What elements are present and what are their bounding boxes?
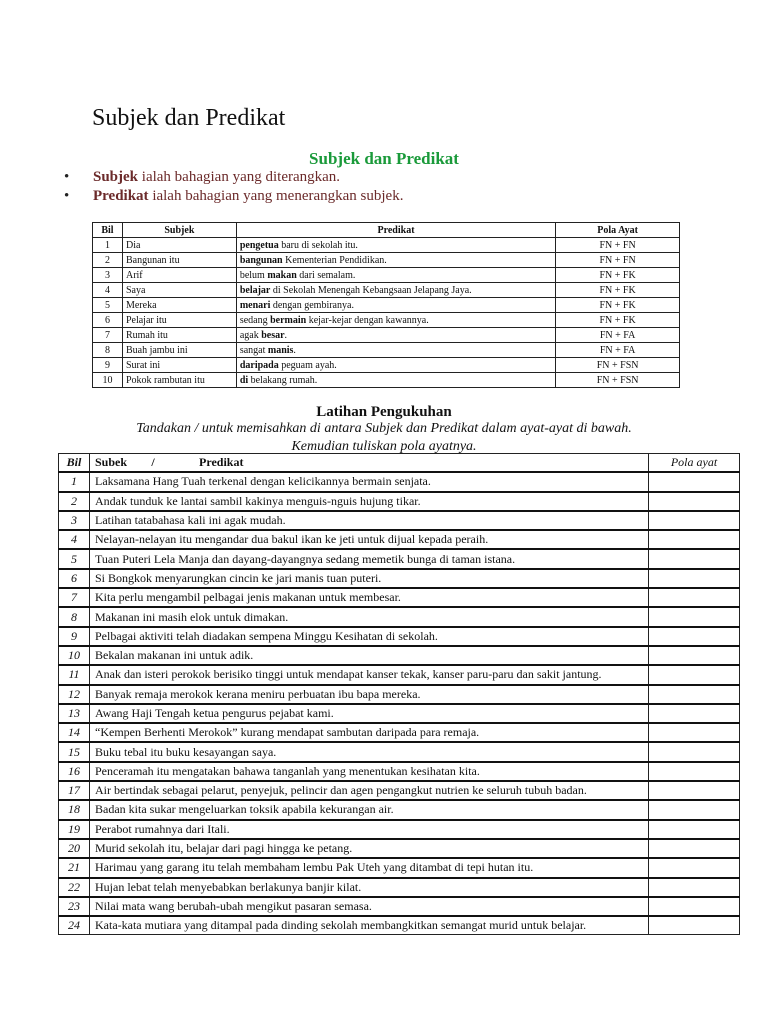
cell-subjek: Buah jambu ini bbox=[122, 343, 236, 358]
table-row bbox=[93, 343, 680, 358]
cell-bil: 10 bbox=[93, 373, 123, 388]
cell-pola-ayat: FN + FSN bbox=[556, 373, 680, 388]
cell-bil: 3 bbox=[59, 511, 90, 530]
cell-pola-ayat[interactable] bbox=[649, 646, 740, 665]
cell-sentence: Si Bongkok menyarungkan cincin ke jari manis tuan puteri. bbox=[90, 569, 649, 588]
cell-bil: 4 bbox=[93, 283, 123, 298]
predikat-head: besar bbox=[261, 329, 285, 341]
cell-bil: 4 bbox=[59, 530, 90, 549]
predikat-head: daripada bbox=[239, 359, 279, 371]
cell-pola-ayat[interactable] bbox=[649, 858, 740, 877]
cell-pola-ayat[interactable] bbox=[649, 800, 740, 819]
predikat-pre: belum bbox=[239, 269, 268, 281]
cell-sentence: Penceramah itu mengatakan bahawa tanganlah yang menentukan kesihatan kita. bbox=[90, 762, 649, 781]
cell-pola-ayat[interactable] bbox=[649, 762, 740, 781]
page-title: Subjek dan Predikat bbox=[92, 105, 286, 131]
predikat-head: pengetua bbox=[239, 239, 279, 251]
cell-bil: 12 bbox=[59, 685, 90, 704]
cell-pola-ayat[interactable] bbox=[649, 897, 740, 916]
cell-bil: 2 bbox=[93, 253, 123, 268]
cell-subjek: Pokok rambutan itu bbox=[122, 373, 236, 388]
exercise-row bbox=[59, 858, 740, 877]
cell-sentence: Anak dan isteri perokok berisiko tinggi untuk mendapat kanser tekak, kanser paru-paru dan sakit jantung. bbox=[90, 665, 649, 684]
cell-sentence: Pelbagai aktiviti telah diadakan sempena Minggu Kesihatan di sekolah. bbox=[90, 627, 649, 646]
instruction-line: Tandakan / untuk memisahkan di antara Subjek dan Predikat dalam ayat-ayat di bawah. bbox=[136, 421, 632, 436]
header-subjek: Subjek bbox=[122, 223, 236, 238]
bullet-icon: • bbox=[64, 169, 70, 185]
cell-subjek: Saya bbox=[122, 283, 236, 298]
predikat-pre: agak bbox=[239, 329, 262, 341]
predikat-post: belakang rumah. bbox=[248, 374, 318, 386]
cell-sentence: Nelayan-nelayan itu mengandar dua bakul ikan ke jeti untuk dijual kepada peraih. bbox=[90, 530, 649, 549]
exercise-row bbox=[59, 723, 740, 742]
cell-bil: 8 bbox=[59, 607, 90, 626]
predikat-post: peguam ayah. bbox=[278, 359, 337, 371]
cell-subjek: Pelajar itu bbox=[122, 313, 236, 328]
cell-pola-ayat: FN + FN bbox=[556, 238, 680, 253]
cell-predikat bbox=[236, 343, 555, 358]
exercise-row bbox=[59, 897, 740, 916]
cell-pola-ayat: FN + FK bbox=[556, 283, 680, 298]
cell-bil: 2 bbox=[59, 492, 90, 511]
cell-pola-ayat: FN + FA bbox=[556, 343, 680, 358]
exercise-row bbox=[59, 839, 740, 858]
predikat-pre: sangat bbox=[239, 344, 268, 356]
cell-predikat bbox=[236, 238, 555, 253]
exercise-row bbox=[59, 627, 740, 646]
cell-bil: 8 bbox=[93, 343, 123, 358]
cell-bil: 10 bbox=[59, 646, 90, 665]
exercise-row bbox=[59, 762, 740, 781]
cell-pola-ayat: FN + FK bbox=[556, 313, 680, 328]
predikat-post: baru di sekolah itu. bbox=[278, 239, 358, 251]
cell-pola-ayat[interactable] bbox=[649, 549, 740, 568]
cell-pola-ayat[interactable] bbox=[649, 781, 740, 800]
exercise-table-body bbox=[59, 472, 740, 935]
cell-sentence: Tuan Puteri Lela Manja dan dayang-dayangnya sedang memetik bunga di taman istana. bbox=[90, 549, 649, 568]
predikat-pre: sedang bbox=[239, 314, 271, 326]
cell-bil: 19 bbox=[59, 820, 90, 839]
predikat-head: di bbox=[239, 374, 249, 386]
cell-bil: 6 bbox=[93, 313, 123, 328]
table-row bbox=[93, 283, 680, 298]
cell-bil: 14 bbox=[59, 723, 90, 742]
cell-pola-ayat[interactable] bbox=[649, 916, 740, 935]
cell-pola-ayat[interactable] bbox=[649, 665, 740, 684]
predikat-head: manis bbox=[267, 344, 294, 356]
cell-sentence: Perabot rumahnya dari Itali. bbox=[90, 820, 649, 839]
definition-item bbox=[64, 187, 403, 206]
cell-sentence: Badan kita sukar mengeluarkan toksik apabila kekurangan air. bbox=[90, 800, 649, 819]
exercise-row bbox=[59, 646, 740, 665]
exercise-row bbox=[59, 530, 740, 549]
cell-bil: 20 bbox=[59, 839, 90, 858]
cell-pola-ayat[interactable] bbox=[649, 627, 740, 646]
table-row bbox=[93, 328, 680, 343]
predikat-head: bangunan bbox=[239, 254, 283, 266]
predikat-head: bermain bbox=[270, 314, 307, 326]
cell-sentence: Makanan ini masih elok untuk dimakan. bbox=[90, 607, 649, 626]
table-row bbox=[93, 253, 680, 268]
cell-pola-ayat[interactable] bbox=[649, 607, 740, 626]
table-row bbox=[93, 238, 680, 253]
cell-sentence: Buku tebal itu buku kesayangan saya. bbox=[90, 742, 649, 761]
cell-bil: 9 bbox=[59, 627, 90, 646]
exercise-row bbox=[59, 492, 740, 511]
header-pola-ayat: Pola Ayat bbox=[556, 223, 680, 238]
cell-bil: 6 bbox=[59, 569, 90, 588]
definition-text: ialah bahagian yang diterangkan. bbox=[138, 169, 341, 185]
exercise-row bbox=[59, 588, 740, 607]
cell-bil: 1 bbox=[59, 472, 90, 491]
cell-sentence: Laksamana Hang Tuah terkenal dengan kelicikannya bermain senjata. bbox=[90, 472, 649, 491]
exercise-row bbox=[59, 916, 740, 935]
cell-pola-ayat[interactable] bbox=[649, 742, 740, 761]
definition-item bbox=[64, 168, 403, 187]
header-bil: Bil bbox=[93, 223, 123, 238]
cell-sentence: Harimau yang garang itu telah membaham lembu Pak Uteh yang ditambat di tepi hutan itu. bbox=[90, 858, 649, 877]
cell-pola-ayat[interactable] bbox=[649, 569, 740, 588]
cell-bil: 7 bbox=[59, 588, 90, 607]
header-bil: Bil bbox=[59, 454, 90, 473]
table-row bbox=[93, 373, 680, 388]
cell-bil: 7 bbox=[93, 328, 123, 343]
cell-bil: 3 bbox=[93, 268, 123, 283]
header-subek: Subek bbox=[95, 455, 128, 470]
predikat-post: dengan gembiranya. bbox=[270, 299, 354, 311]
header-subek-predikat bbox=[90, 454, 649, 473]
cell-sentence: Latihan tatabahasa kali ini agak mudah. bbox=[90, 511, 649, 530]
cell-predikat bbox=[236, 373, 555, 388]
table-row bbox=[93, 358, 680, 373]
latihan-title: Latihan Pengukuhan bbox=[316, 404, 452, 420]
cell-bil: 1 bbox=[93, 238, 123, 253]
cell-bil: 5 bbox=[59, 549, 90, 568]
cell-pola-ayat[interactable] bbox=[649, 511, 740, 530]
cell-pola-ayat[interactable] bbox=[649, 530, 740, 549]
predikat-head: belajar bbox=[239, 284, 271, 296]
exercise-row bbox=[59, 781, 740, 800]
cell-bil: 21 bbox=[59, 858, 90, 877]
cell-bil: 24 bbox=[59, 916, 90, 935]
cell-predikat bbox=[236, 268, 555, 283]
cell-pola-ayat: FN + FSN bbox=[556, 358, 680, 373]
definition-list bbox=[64, 168, 403, 206]
cell-subjek: Bangunan itu bbox=[122, 253, 236, 268]
cell-bil: 11 bbox=[59, 665, 90, 684]
cell-predikat bbox=[236, 298, 555, 313]
exercise-row bbox=[59, 472, 740, 491]
cell-pola-ayat[interactable] bbox=[649, 704, 740, 723]
cell-predikat bbox=[236, 253, 555, 268]
cell-subjek: Rumah itu bbox=[122, 328, 236, 343]
exercise-row bbox=[59, 665, 740, 684]
cell-pola-ayat: FN + FK bbox=[556, 298, 680, 313]
cell-subjek: Dia bbox=[122, 238, 236, 253]
cell-sentence: Bekalan makanan ini untuk adik. bbox=[90, 646, 649, 665]
table-row bbox=[93, 313, 680, 328]
header-predikat: Predikat bbox=[199, 455, 244, 470]
cell-bil: 13 bbox=[59, 704, 90, 723]
exercise-row bbox=[59, 549, 740, 568]
cell-bil: 9 bbox=[93, 358, 123, 373]
definition-text: ialah bahagian yang menerangkan subjek. bbox=[148, 188, 404, 204]
predikat-post: . bbox=[293, 344, 296, 356]
cell-pola-ayat[interactable] bbox=[649, 588, 740, 607]
cell-pola-ayat[interactable] bbox=[649, 685, 740, 704]
exercise-row bbox=[59, 742, 740, 761]
cell-bil: 16 bbox=[59, 762, 90, 781]
exercise-row bbox=[59, 511, 740, 530]
cell-sentence: “Kempen Berhenti Merokok” kurang mendapat sambutan daripada para remaja. bbox=[90, 723, 649, 742]
cell-predikat bbox=[236, 328, 555, 343]
cell-sentence: Kata-kata mutiara yang ditampal pada dinding sekolah membangkitkan semangat murid untuk belajar. bbox=[90, 916, 649, 935]
exercise-row bbox=[59, 800, 740, 819]
cell-bil: 23 bbox=[59, 897, 90, 916]
section-title: Subjek dan Predikat bbox=[309, 149, 459, 168]
exercise-row bbox=[59, 878, 740, 897]
header-predikat: Predikat bbox=[236, 223, 555, 238]
predikat-head: menari bbox=[239, 299, 271, 311]
bullet-icon: • bbox=[64, 188, 70, 204]
cell-sentence: Hujan lebat telah menyebabkan berlakunya banjir kilat. bbox=[90, 878, 649, 897]
cell-pola-ayat: FN + FN bbox=[556, 253, 680, 268]
cell-subjek: Surat ini bbox=[122, 358, 236, 373]
cell-predikat bbox=[236, 283, 555, 298]
cell-bil: 18 bbox=[59, 800, 90, 819]
predikat-head: makan bbox=[267, 269, 297, 281]
table-row bbox=[93, 268, 680, 283]
cell-pola-ayat: FN + FK bbox=[556, 268, 680, 283]
cell-bil: 22 bbox=[59, 878, 90, 897]
cell-sentence: Murid sekolah itu, belajar dari pagi hingga ke petang. bbox=[90, 839, 649, 858]
cell-pola-ayat[interactable] bbox=[649, 472, 740, 491]
exercise-row bbox=[59, 685, 740, 704]
instruction-line: Kemudian tuliskan pola ayatnya. bbox=[291, 439, 477, 454]
cell-sentence: Andak tunduk ke lantai sambil kakinya menguis-nguis hujung tikar. bbox=[90, 492, 649, 511]
exercise-table-header bbox=[59, 454, 740, 473]
exercise-table bbox=[58, 453, 740, 935]
cell-predikat bbox=[236, 313, 555, 328]
cell-sentence: Awang Haji Tengah ketua pengurus pejabat kami. bbox=[90, 704, 649, 723]
example-table-header bbox=[93, 223, 680, 238]
exercise-row bbox=[59, 607, 740, 626]
header-pola-ayat: Pola ayat bbox=[649, 454, 740, 473]
table-row bbox=[93, 298, 680, 313]
header-slash: / bbox=[151, 455, 155, 470]
predikat-post: di Sekolah Menengah Kebangsaan Jelapang Jaya. bbox=[270, 284, 472, 296]
cell-pola-ayat[interactable] bbox=[649, 820, 740, 839]
cell-bil: 5 bbox=[93, 298, 123, 313]
cell-pola-ayat[interactable] bbox=[649, 492, 740, 511]
cell-sentence: Air bertindak sebagai pelarut, penyejuk, pelincir dan agen pengangkut nutrien ke seluruh tubuh badan. bbox=[90, 781, 649, 800]
cell-predikat bbox=[236, 358, 555, 373]
exercise-row bbox=[59, 820, 740, 839]
cell-sentence: Nilai mata wang berubah-ubah mengikut pasaran semasa. bbox=[90, 897, 649, 916]
cell-sentence: Kita perlu mengambil pelbagai jenis makanan untuk membesar. bbox=[90, 588, 649, 607]
exercise-row bbox=[59, 704, 740, 723]
cell-subjek: Arif bbox=[122, 268, 236, 283]
exercise-row bbox=[59, 569, 740, 588]
predikat-post: kejar-kejar dengan kawannya. bbox=[306, 314, 429, 326]
cell-subjek: Mereka bbox=[122, 298, 236, 313]
definition-term: Subjek bbox=[93, 169, 139, 185]
example-table-body bbox=[93, 238, 680, 388]
cell-pola-ayat[interactable] bbox=[649, 878, 740, 897]
predikat-post: dari semalam. bbox=[296, 269, 356, 281]
cell-pola-ayat[interactable] bbox=[649, 723, 740, 742]
latihan-instruction bbox=[0, 420, 768, 456]
example-table bbox=[92, 222, 680, 388]
cell-sentence: Banyak remaja merokok kerana meniru perbuatan ibu bapa mereka. bbox=[90, 685, 649, 704]
predikat-post: . bbox=[284, 329, 288, 341]
cell-pola-ayat[interactable] bbox=[649, 839, 740, 858]
predikat-post: Kementerian Pendidikan. bbox=[282, 254, 387, 266]
cell-bil: 17 bbox=[59, 781, 90, 800]
cell-bil: 15 bbox=[59, 742, 90, 761]
cell-pola-ayat: FN + FA bbox=[556, 328, 680, 343]
definition-term: Predikat bbox=[93, 188, 149, 204]
